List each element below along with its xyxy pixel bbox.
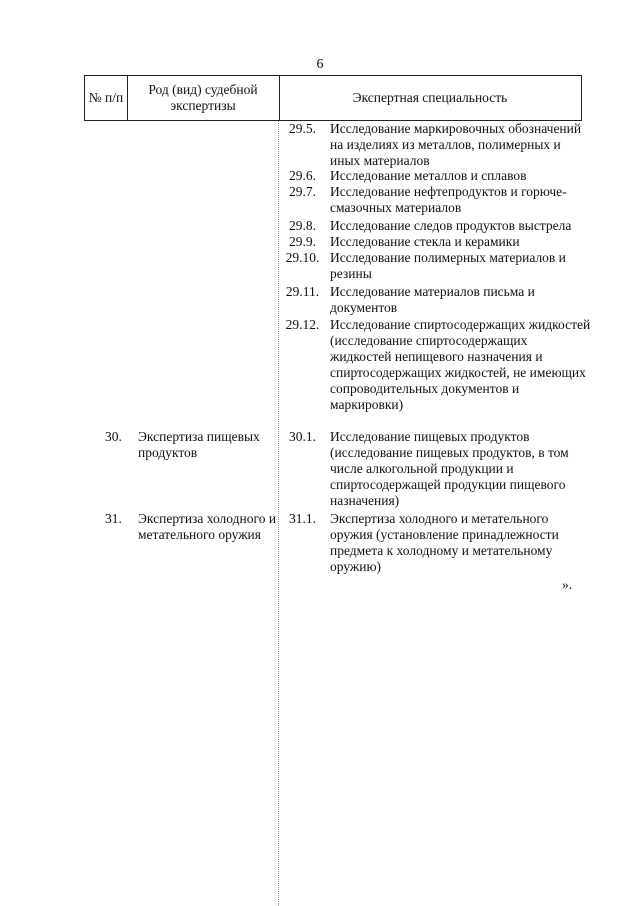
header-number-column: № п/п bbox=[85, 76, 128, 120]
specialty-code: 29.11. bbox=[285, 284, 320, 299]
specialty-code: 29.6. bbox=[289, 168, 316, 183]
closing-quote: ». bbox=[562, 577, 573, 592]
specialty-description: Исследование маркировочных обозначений на изделиях из металлов, полимерных и иных материалов bbox=[330, 121, 582, 168]
specialty-description: Исследование пищевых продуктов (исследование пищевых продуктов, в том числе алкогольной продукции и спиртосодержащей продукции пищевого назначения) bbox=[330, 429, 569, 508]
row-number: 31. bbox=[105, 511, 122, 526]
specialty-code: 30.1. bbox=[289, 429, 316, 444]
specialty-description: Исследование спиртосодержащих жидкостей (исследование спиртосодержащих жидкостей непищевого назначения и спиртосодержащих жидкостей, не имеющих сопроводительных документов и маркировки) bbox=[330, 317, 591, 412]
specialty-code: 29.7. bbox=[289, 184, 316, 199]
specialty-description: Экспертиза холодного и метательного оружия (установление принадлежности предмета к холодному и метательному оружию) bbox=[330, 511, 559, 574]
specialty-code: 29.5. bbox=[289, 121, 316, 136]
specialty-code: 29.9. bbox=[289, 234, 316, 249]
page-number: 6 bbox=[316, 57, 324, 72]
specialty-description: Исследование металлов и сплавов bbox=[330, 168, 527, 183]
specialty-code: 29.12. bbox=[285, 317, 320, 332]
expertise-kind: Экспертиза холодного и метательного оружия bbox=[138, 511, 277, 542]
specialty-description: Исследование материалов письма и документов bbox=[330, 284, 535, 315]
specialty-code: 29.10. bbox=[285, 250, 320, 265]
specialty-description: Исследование полимерных материалов и резины bbox=[330, 250, 566, 281]
specialty-description: Исследование следов продуктов выстрела bbox=[330, 218, 572, 233]
table-header bbox=[84, 75, 582, 121]
specialty-code: 29.8. bbox=[289, 218, 316, 233]
specialty-description: Исследование нефтепродуктов и горюче-смазочных материалов bbox=[330, 184, 567, 215]
header-kind-column: Род (вид) судебной экспертизы bbox=[127, 76, 280, 120]
specialty-code: 31.1. bbox=[289, 511, 316, 526]
header-specialty-column: Экспертная специальность bbox=[352, 90, 508, 105]
row-number: 30. bbox=[105, 429, 122, 444]
expertise-kind: Экспертиза пищевых продуктов bbox=[138, 429, 260, 460]
specialty-description: Исследование стекла и керамики bbox=[330, 234, 520, 249]
